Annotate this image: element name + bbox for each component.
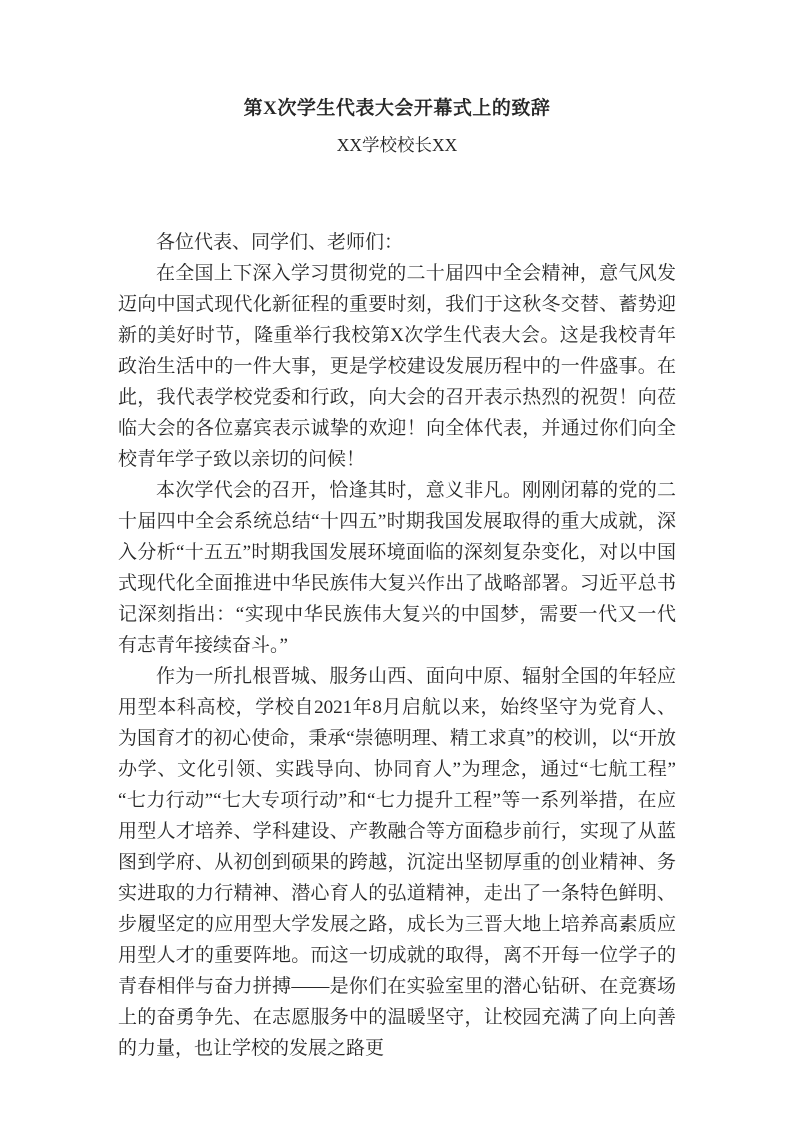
body-paragraph-2: 本次学代会的召开，恰逢其时，意义非凡。刚刚闭幕的党的二十届四中全会系统总结“十四五”时期我国发展取得的重大成就，深入分析“十五五”时期我国发展环境面临的深刻复杂变化，对以中国式现代化全面推进中华民族伟大复兴作出了战略部署。习近平总书记深刻指出：“实现中华民族伟大复兴的中国梦，需要一代又一代有志青年接续奋斗。” — [118, 480, 676, 656]
document-title: 第X次学生代表大会开幕式上的致辞 — [243, 98, 551, 119]
body-paragraph-3: 作为一所扎根晋城、服务山西、面向中原、辐射全国的年轻应用型本科高校，学校自2021年8月启航以来，始终坚守为党育人、为国育才的初心使命，秉承“崇德明理、精工求真”的校训，以“开放办学、文化引领、实践导向、协同育人”为理念，通过“七航工程”“七力行动”“七大专项行动”和“七力提升工程”等一系列举措，在应用型人才培养、学科建设、产教融合等方面稳步前行，实现了从蓝图到学府、从初创到硕果的跨越，沉淀出坚韧厚重的创业精神、务实进取的力行精神、潜心育人的弘道精神，走出了一条特色鲜明、步履坚定的应用型大学发展之路，成长为三晋大地上培养高素质应用型人才的重要阵地。而这一切成就的取得，离不开每一位学子的青春相伴与奋力拼搏——是你们在实验室里的潜心钻研、在竞赛场上的奋勇争先、在志愿服务中的温暖坚守，让校园充满了向上向善的力量，也让学校的发展之路更 — [118, 666, 676, 1059]
document-body — [118, 227, 676, 1064]
document-subtitle: XX学校校长XX — [336, 135, 458, 155]
salutation-line: 各位代表、同学们、老师们： — [156, 232, 404, 253]
body-paragraph-1: 在全国上下深入学习贯彻党的二十届四中全会精神，意气风发迈向中国式现代化新征程的重要时刻，我们于这秋冬交替、蓄势迎新的美好时节，隆重举行我校第X次学生代表大会。这是我校青年政治生活中的一件大事，更是学校建设发展历程中的一件盛事。在此，我代表学校党委和行政，向大会的召开表示热烈的祝贺！向莅临大会的各位嘉宾表示诚挚的欢迎！向全体代表，并通过你们向全校青年学子致以亲切的问候！ — [118, 263, 676, 470]
